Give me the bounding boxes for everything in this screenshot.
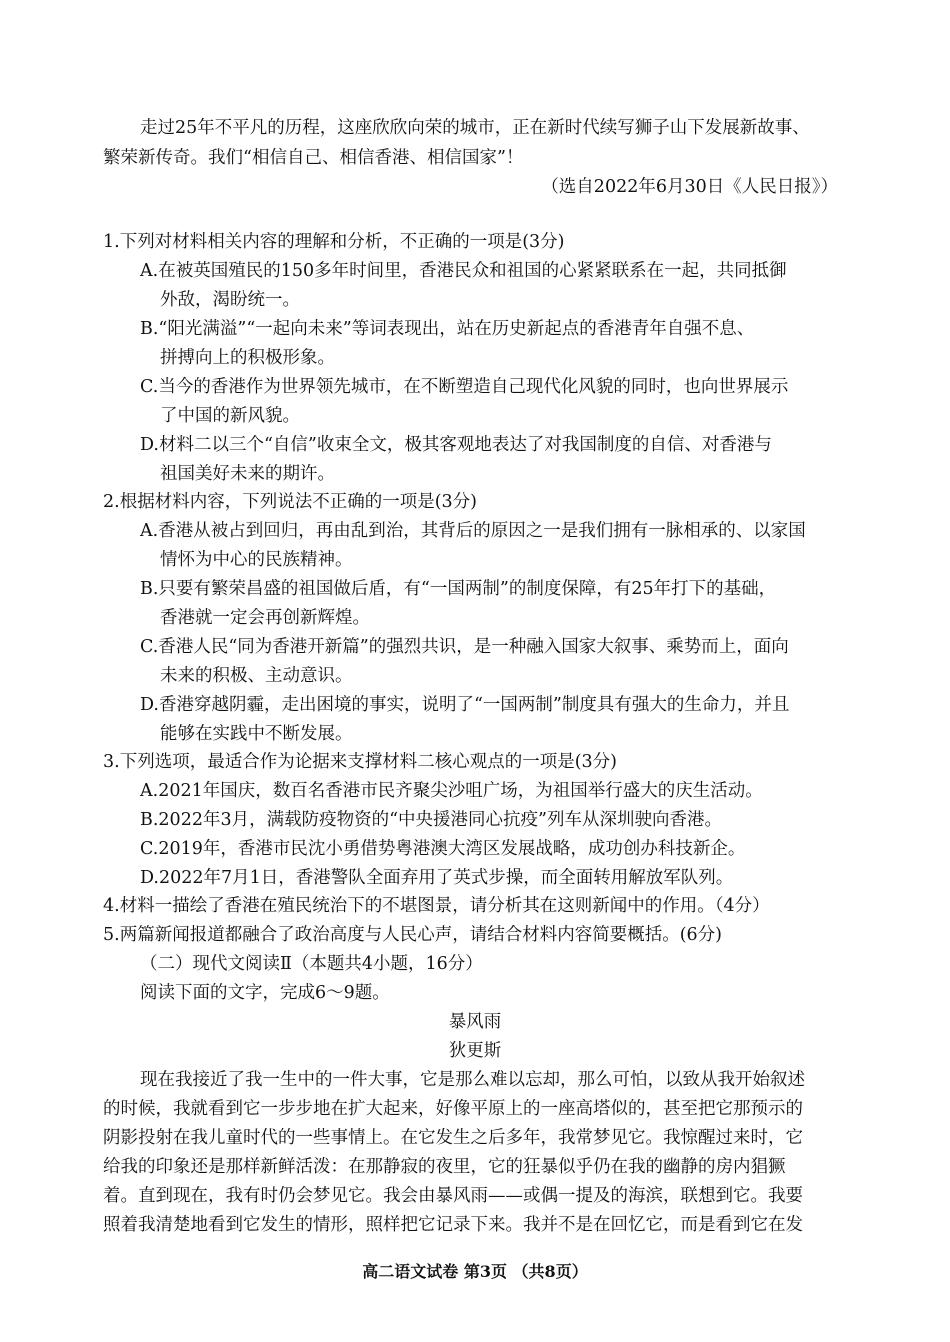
question-1-option-b: B.“阳光满溢”“一起向未来”等词表现出，站在历史新起点的香港青年自强不息、 [140, 319, 755, 339]
question-1-option-a: A.在被英国殖民的150多年时间里，香港民众和祖国的心紧紧联系在一起，共同抵御 [140, 261, 787, 281]
passage-author: 狄更斯 [448, 1041, 502, 1061]
question-2-option-a: A.香港从被占到回归，再由乱到治，其背后的原因之一是我们拥有一脉相承的、以家国 [140, 521, 806, 541]
question-3-option-a: A.2021年国庆，数百名香港市民齐聚尖沙咀广场，为祖国举行盛大的庆生活动。 [140, 781, 763, 801]
question-2-option-b-cont: 香港就一定会再创新辉煌。 [160, 608, 370, 628]
intro-line-1: 走过25年不平凡的历程，这座欣欣向荣的城市，正在新时代续写狮子山下发展新故事、 [140, 118, 810, 138]
question-4: 4.材料一描绘了香港在殖民统治下的不堪图景，请分析其在这则新闻中的作用。（4分） [103, 896, 770, 916]
question-3-option-b: B.2022年3月，满载防疫物资的“中央援港同心抗疫”列车从深圳驶向香港。 [140, 810, 722, 830]
question-3-stem: 3.下列选项，最适合作为论据来支撑材料二核心观点的一项是(3分) [103, 752, 617, 772]
passage-title: 暴风雨 [448, 1012, 502, 1032]
question-2-option-a-cont: 情怀为中心的民族精神。 [160, 550, 353, 570]
passage-line-2: 的时候，我就看到它一步步地在扩大起来，好像平原上的一座高塔似的，甚至把它那预示的 [103, 1099, 803, 1119]
question-2-stem: 2.根据材料内容，下列说法不正确的一项是(3分) [103, 492, 477, 512]
question-5: 5.两篇新闻报道都融合了政治高度与人民心声，请结合材料内容简要概括。(6分) [103, 925, 722, 945]
passage-line-6: 照着我清楚地看到它发生的情形，照样把它记录下来。我并不是在回忆它，而是看到它在发 [103, 1215, 803, 1235]
question-2-option-d-cont: 能够在实践中不断发展。 [160, 724, 353, 744]
article-source: （选自2022年6月30日《人民日报》） [541, 177, 838, 197]
page-footer: 高二语文试卷 第3页 （共8页） [362, 1262, 588, 1281]
passage-line-3: 阴影投射在我儿童时代的一些事情上。在它发生之后多年，我常梦见它。我惊醒过来时，它 [103, 1128, 803, 1148]
question-1-stem: 1.下列对材料相关内容的理解和分析，不正确的一项是(3分) [103, 232, 565, 252]
question-1-option-d: D.材料二以三个“自信”收束全文，极其客观地表达了对我国制度的自信、对香港与 [140, 435, 772, 455]
section-instruction: 阅读下面的文字，完成6～9题。 [140, 983, 390, 1003]
intro-line-2: 繁荣新传奇。我们“相信自己、相信香港、相信国家”！ [103, 148, 524, 168]
question-1-option-b-cont: 拼搏向上的积极形象。 [160, 348, 335, 368]
section-heading: （二）现代文阅读Ⅱ（本题共4小题，16分） [140, 954, 483, 974]
question-2-option-b: B.只要有繁荣昌盛的祖国做后盾，有“一国两制”的制度保障，有25年打下的基础， [140, 579, 777, 599]
question-1-option-d-cont: 祖国美好未来的期许。 [160, 464, 335, 484]
question-1-option-c-cont: 了中国的新风貌。 [160, 406, 300, 426]
question-3-option-d: D.2022年7月1日，香港警队全面弃用了英式步操，而全面转用解放军队列。 [140, 868, 734, 888]
passage-line-4: 给我的印象还是那样新鲜活泼：在那静寂的夜里，它的狂暴似乎仍在我的幽静的房内猖獗 [103, 1157, 786, 1177]
question-3-option-c: C.2019年，香港市民沈小勇借势粤港澳大湾区发展战略，成功创办科技新企。 [140, 839, 746, 859]
passage-line-5: 着。直到现在，我有时仍会梦见它。我会由暴风雨——或偶一提及的海滨，联想到它。我要 [103, 1186, 803, 1206]
passage-line-1: 现在我接近了我一生中的一件大事，它是那么难以忘却，那么可怕，以致从我开始叙述 [140, 1070, 805, 1090]
question-1-option-a-cont: 外敌，渴盼统一。 [160, 290, 300, 310]
question-1-option-c: C.当今的香港作为世界领先城市，在不断塑造自己现代化风貌的同时，也向世界展示 [140, 377, 789, 397]
question-2-option-c: C.香港人民“同为香港开新篇”的强烈共识，是一种融入国家大叙事、乘势而上，面向 [140, 637, 789, 657]
question-2-option-d: D.香港穿越阴霾，走出困境的事实，说明了“一国两制”制度具有强大的生命力，并且 [140, 695, 790, 715]
question-2-option-c-cont: 未来的积极、主动意识。 [160, 666, 353, 686]
